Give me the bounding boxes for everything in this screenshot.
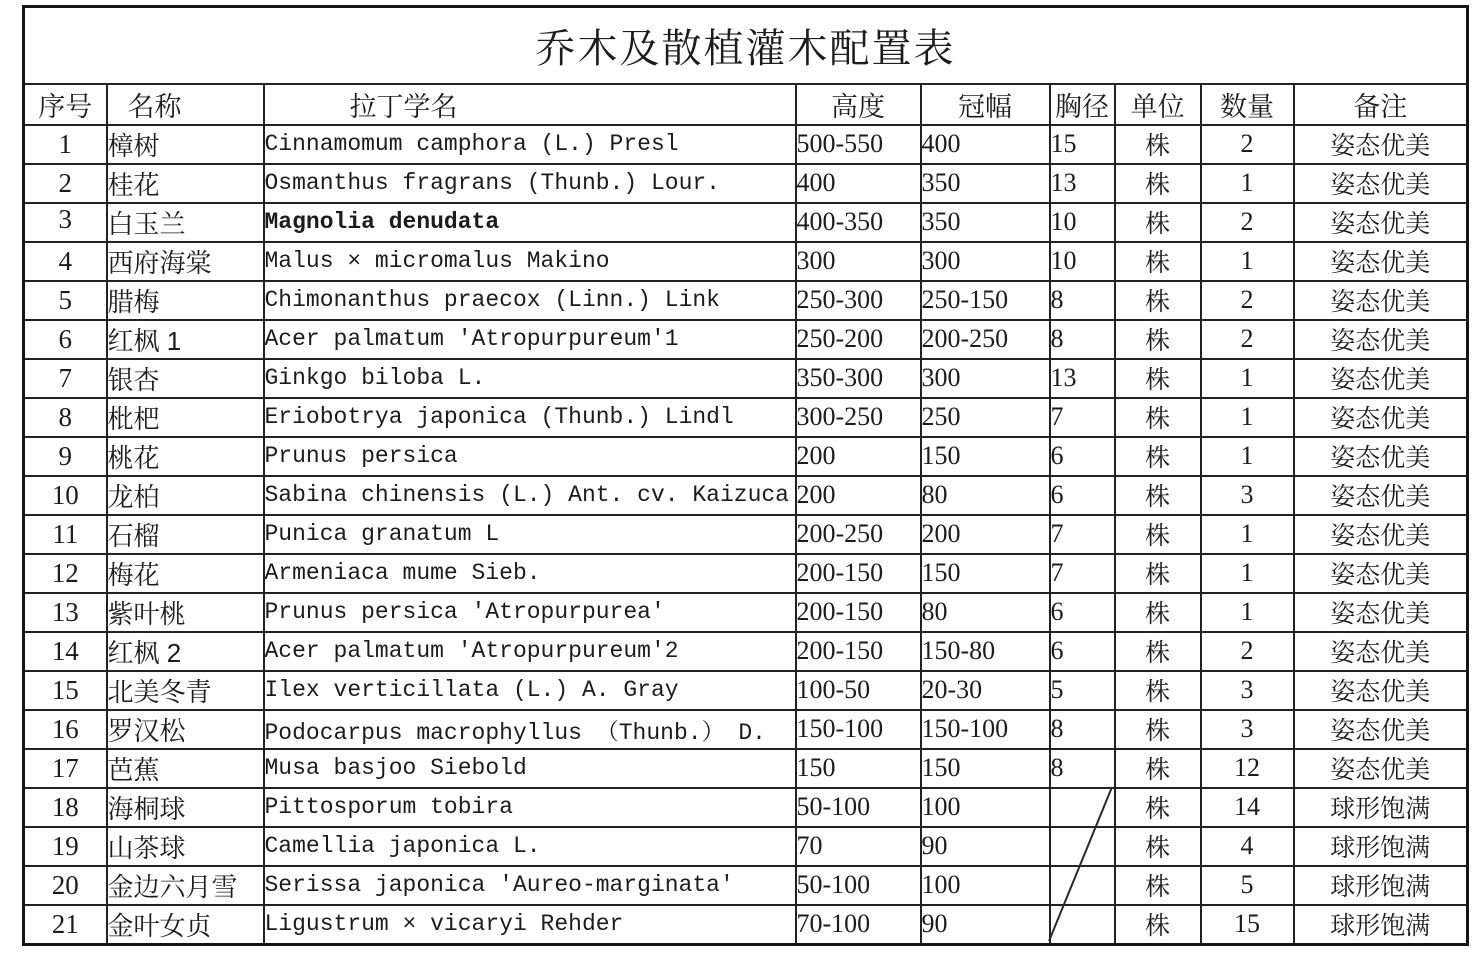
cell-latin: Prunus persica 'Atropurpurea' (264, 593, 796, 632)
table-row (24, 593, 1468, 632)
cell-crown: 80 (921, 593, 1050, 632)
cell-remark: 球形饱满 (1294, 827, 1468, 866)
cell-dbh: 10 (1050, 242, 1115, 281)
table-title: 乔木及散植灌木配置表 (24, 7, 1468, 84)
cell-crown: 90 (921, 905, 1050, 945)
cell-height: 250-300 (796, 281, 921, 320)
table-row (24, 125, 1468, 164)
cell-dbh: 8 (1050, 320, 1115, 359)
cell-remark: 姿态优美 (1294, 125, 1468, 164)
table-body (24, 125, 1468, 945)
cell-index: 16 (24, 710, 107, 749)
cell-height: 50-100 (796, 866, 921, 905)
cell-remark: 姿态优美 (1294, 203, 1468, 242)
cell-crown: 250-150 (921, 281, 1050, 320)
table-row (24, 515, 1468, 554)
cell-remark: 姿态优美 (1294, 749, 1468, 788)
col-header-name: 名称 (107, 84, 264, 125)
cell-name: 梅花 (107, 554, 264, 593)
cell-dbh: 13 (1050, 359, 1115, 398)
cell-qty: 15 (1201, 905, 1294, 945)
cell-crown: 90 (921, 827, 1050, 866)
cell-height: 200-150 (796, 632, 921, 671)
cell-crown: 100 (921, 866, 1050, 905)
cell-dbh: 8 (1050, 710, 1115, 749)
cell-index: 17 (24, 749, 107, 788)
cell-height: 200-150 (796, 554, 921, 593)
cell-latin: Punica granatum L (264, 515, 796, 554)
col-header-index: 序号 (24, 84, 107, 125)
cell-name: 芭蕉 (107, 749, 264, 788)
table-row (24, 749, 1468, 788)
cell-qty: 1 (1201, 398, 1294, 437)
cell-dbh: 6 (1050, 476, 1115, 515)
cell-unit: 株 (1115, 476, 1201, 515)
cell-index: 13 (24, 593, 107, 632)
cell-unit: 株 (1115, 710, 1201, 749)
cell-height: 200 (796, 476, 921, 515)
table-row (24, 827, 1468, 866)
cell-crown: 250 (921, 398, 1050, 437)
cell-height: 200 (796, 437, 921, 476)
cell-unit: 株 (1115, 242, 1201, 281)
header-row (24, 84, 1468, 125)
cell-crown: 300 (921, 359, 1050, 398)
cell-latin: Armeniaca mume Sieb. (264, 554, 796, 593)
cell-latin: Ginkgo biloba L. (264, 359, 796, 398)
cell-height: 350-300 (796, 359, 921, 398)
col-header-dbh: 胸径 (1050, 84, 1115, 125)
cell-dbh: 13 (1050, 164, 1115, 203)
cell-remark: 姿态优美 (1294, 398, 1468, 437)
cell-name: 桃花 (107, 437, 264, 476)
cell-name: 山茶球 (107, 827, 264, 866)
cell-latin: Magnolia denudata (264, 203, 796, 242)
cell-height: 500-550 (796, 125, 921, 164)
cell-name: 腊梅 (107, 281, 264, 320)
cell-dbh: 7 (1050, 515, 1115, 554)
cell-remark: 球形饱满 (1294, 905, 1468, 945)
cell-height: 150-100 (796, 710, 921, 749)
cell-height: 400-350 (796, 203, 921, 242)
cell-qty: 3 (1201, 476, 1294, 515)
cell-qty: 1 (1201, 437, 1294, 476)
cell-index: 1 (24, 125, 107, 164)
cell-remark: 姿态优美 (1294, 671, 1468, 710)
cell-name: 龙柏 (107, 476, 264, 515)
cell-name: 樟树 (107, 125, 264, 164)
cell-remark: 球形饱满 (1294, 788, 1468, 827)
cell-height: 300-250 (796, 398, 921, 437)
plant-config-table (22, 5, 1469, 946)
cell-name: 石榴 (107, 515, 264, 554)
cell-index: 6 (24, 320, 107, 359)
cell-unit: 株 (1115, 593, 1201, 632)
col-header-latin: 拉丁学名 (264, 84, 796, 125)
cell-index: 12 (24, 554, 107, 593)
cell-name: 桂花 (107, 164, 264, 203)
cell-unit: 株 (1115, 515, 1201, 554)
table-row (24, 164, 1468, 203)
table-row (24, 320, 1468, 359)
cell-qty: 2 (1201, 632, 1294, 671)
cell-crown: 20-30 (921, 671, 1050, 710)
cell-index: 5 (24, 281, 107, 320)
cell-qty: 5 (1201, 866, 1294, 905)
cell-name: 金边六月雪 (107, 866, 264, 905)
cell-height: 200-150 (796, 593, 921, 632)
cell-index: 8 (24, 398, 107, 437)
cell-qty: 1 (1201, 164, 1294, 203)
cell-unit: 株 (1115, 125, 1201, 164)
cell-crown: 200 (921, 515, 1050, 554)
cell-height: 300 (796, 242, 921, 281)
cell-height: 150 (796, 749, 921, 788)
cell-remark: 姿态优美 (1294, 593, 1468, 632)
cell-unit: 株 (1115, 320, 1201, 359)
cell-index: 14 (24, 632, 107, 671)
cell-unit: 株 (1115, 398, 1201, 437)
cell-remark: 姿态优美 (1294, 632, 1468, 671)
cell-crown: 150 (921, 437, 1050, 476)
cell-unit: 株 (1115, 281, 1201, 320)
cell-remark: 球形饱满 (1294, 866, 1468, 905)
cell-crown: 150 (921, 554, 1050, 593)
table-row (24, 788, 1468, 827)
cell-dbh: 15 (1050, 125, 1115, 164)
cell-unit: 株 (1115, 203, 1201, 242)
cell-unit: 株 (1115, 359, 1201, 398)
cell-index: 2 (24, 164, 107, 203)
cell-name: 西府海棠 (107, 242, 264, 281)
cell-height: 400 (796, 164, 921, 203)
cell-latin: Podocarpus macrophyllus （Thunb.） D. (264, 710, 796, 749)
cell-qty: 1 (1201, 554, 1294, 593)
cell-latin: Ligustrum × vicaryi Rehder (264, 905, 796, 945)
cell-qty: 3 (1201, 710, 1294, 749)
cell-latin: Sabina chinensis (L.) Ant. cv. Kaizuca (264, 476, 796, 515)
cell-crown: 200-250 (921, 320, 1050, 359)
table-row (24, 866, 1468, 905)
cell-remark: 姿态优美 (1294, 242, 1468, 281)
cell-name: 银杏 (107, 359, 264, 398)
cell-height: 100-50 (796, 671, 921, 710)
cell-index: 7 (24, 359, 107, 398)
col-header-qty: 数量 (1201, 84, 1294, 125)
cell-unit: 株 (1115, 866, 1201, 905)
cell-dbh: 6 (1050, 437, 1115, 476)
cell-latin: Acer palmatum 'Atropurpureum'1 (264, 320, 796, 359)
table-row (24, 203, 1468, 242)
cell-qty: 3 (1201, 671, 1294, 710)
cell-dbh: 7 (1050, 398, 1115, 437)
cell-latin: Osmanthus fragrans (Thunb.) Lour. (264, 164, 796, 203)
cell-remark: 姿态优美 (1294, 437, 1468, 476)
cell-remark: 姿态优美 (1294, 515, 1468, 554)
cell-unit: 株 (1115, 788, 1201, 827)
dbh-not-applicable-slash (1047, 786, 1114, 942)
cell-latin: Chimonanthus praecox (Linn.) Link (264, 281, 796, 320)
cell-name: 北美冬青 (107, 671, 264, 710)
cell-qty: 1 (1201, 515, 1294, 554)
cell-qty: 1 (1201, 359, 1294, 398)
cell-unit: 株 (1115, 632, 1201, 671)
cell-index: 15 (24, 671, 107, 710)
cell-dbh: 7 (1050, 554, 1115, 593)
cell-remark: 姿态优美 (1294, 281, 1468, 320)
cell-qty: 2 (1201, 281, 1294, 320)
cell-unit: 株 (1115, 827, 1201, 866)
cell-remark: 姿态优美 (1294, 710, 1468, 749)
cell-name: 罗汉松 (107, 710, 264, 749)
cell-name: 金叶女贞 (107, 905, 264, 945)
cell-dbh: 5 (1050, 671, 1115, 710)
cell-latin: Camellia japonica L. (264, 827, 796, 866)
table-row (24, 554, 1468, 593)
title-row (24, 7, 1468, 84)
cell-latin: Serissa japonica 'Aureo-marginata' (264, 866, 796, 905)
cell-qty: 2 (1201, 203, 1294, 242)
cell-qty: 14 (1201, 788, 1294, 827)
cell-crown: 300 (921, 242, 1050, 281)
cell-unit: 株 (1115, 749, 1201, 788)
cell-name: 白玉兰 (107, 203, 264, 242)
cell-qty: 2 (1201, 320, 1294, 359)
cell-unit: 株 (1115, 905, 1201, 945)
cell-index: 20 (24, 866, 107, 905)
col-header-unit: 单位 (1115, 84, 1201, 125)
cell-height: 70-100 (796, 905, 921, 945)
cell-crown: 150-80 (921, 632, 1050, 671)
cell-name: 紫叶桃 (107, 593, 264, 632)
table-row (24, 632, 1468, 671)
cell-latin: Eriobotrya japonica (Thunb.) Lindl (264, 398, 796, 437)
cell-dbh: 10 (1050, 203, 1115, 242)
cell-index: 21 (24, 905, 107, 945)
cell-qty: 1 (1201, 593, 1294, 632)
table-row (24, 905, 1468, 945)
cell-latin: Musa basjoo Siebold (264, 749, 796, 788)
cell-dbh: 8 (1050, 281, 1115, 320)
table-row (24, 242, 1468, 281)
table-row (24, 710, 1468, 749)
cell-name: 海桐球 (107, 788, 264, 827)
cell-name: 红枫 1 (107, 320, 264, 359)
cell-index: 10 (24, 476, 107, 515)
cell-remark: 姿态优美 (1294, 164, 1468, 203)
cell-latin: Acer palmatum 'Atropurpureum'2 (264, 632, 796, 671)
cell-crown: 150-100 (921, 710, 1050, 749)
col-header-crown: 冠幅 (921, 84, 1050, 125)
cell-name: 枇杷 (107, 398, 264, 437)
cell-crown: 400 (921, 125, 1050, 164)
cell-dbh: 6 (1050, 593, 1115, 632)
cell-height: 250-200 (796, 320, 921, 359)
table-row (24, 437, 1468, 476)
col-header-remark: 备注 (1294, 84, 1468, 125)
cell-height: 50-100 (796, 788, 921, 827)
cell-unit: 株 (1115, 554, 1201, 593)
cell-index: 4 (24, 242, 107, 281)
cell-index: 11 (24, 515, 107, 554)
cell-qty: 1 (1201, 242, 1294, 281)
cell-dbh: 8 (1050, 749, 1115, 788)
cell-latin: Pittosporum tobira (264, 788, 796, 827)
cell-remark: 姿态优美 (1294, 320, 1468, 359)
cell-qty: 2 (1201, 125, 1294, 164)
cell-qty: 12 (1201, 749, 1294, 788)
table-row (24, 671, 1468, 710)
cell-unit: 株 (1115, 164, 1201, 203)
table-row (24, 359, 1468, 398)
cell-crown: 350 (921, 203, 1050, 242)
cell-index: 9 (24, 437, 107, 476)
cell-unit: 株 (1115, 671, 1201, 710)
cell-crown: 80 (921, 476, 1050, 515)
cell-remark: 姿态优美 (1294, 476, 1468, 515)
cell-latin: Malus × micromalus Makino (264, 242, 796, 281)
table-row (24, 398, 1468, 437)
table-row (24, 281, 1468, 320)
cell-remark: 姿态优美 (1294, 554, 1468, 593)
cell-latin: Cinnamomum camphora (L.) Presl (264, 125, 796, 164)
table-row (24, 476, 1468, 515)
cell-qty: 4 (1201, 827, 1294, 866)
cell-crown: 350 (921, 164, 1050, 203)
cell-index: 19 (24, 827, 107, 866)
cell-crown: 150 (921, 749, 1050, 788)
cell-index: 18 (24, 788, 107, 827)
cell-height: 200-250 (796, 515, 921, 554)
cell-index: 3 (24, 203, 107, 242)
cell-unit: 株 (1115, 437, 1201, 476)
cell-remark: 姿态优美 (1294, 359, 1468, 398)
cell-latin: Ilex verticillata (L.) A. Gray (264, 671, 796, 710)
cell-latin: Prunus persica (264, 437, 796, 476)
cell-dbh: 6 (1050, 632, 1115, 671)
col-header-height: 高度 (796, 84, 921, 125)
cell-height: 70 (796, 827, 921, 866)
cell-crown: 100 (921, 788, 1050, 827)
cell-name: 红枫 2 (107, 632, 264, 671)
